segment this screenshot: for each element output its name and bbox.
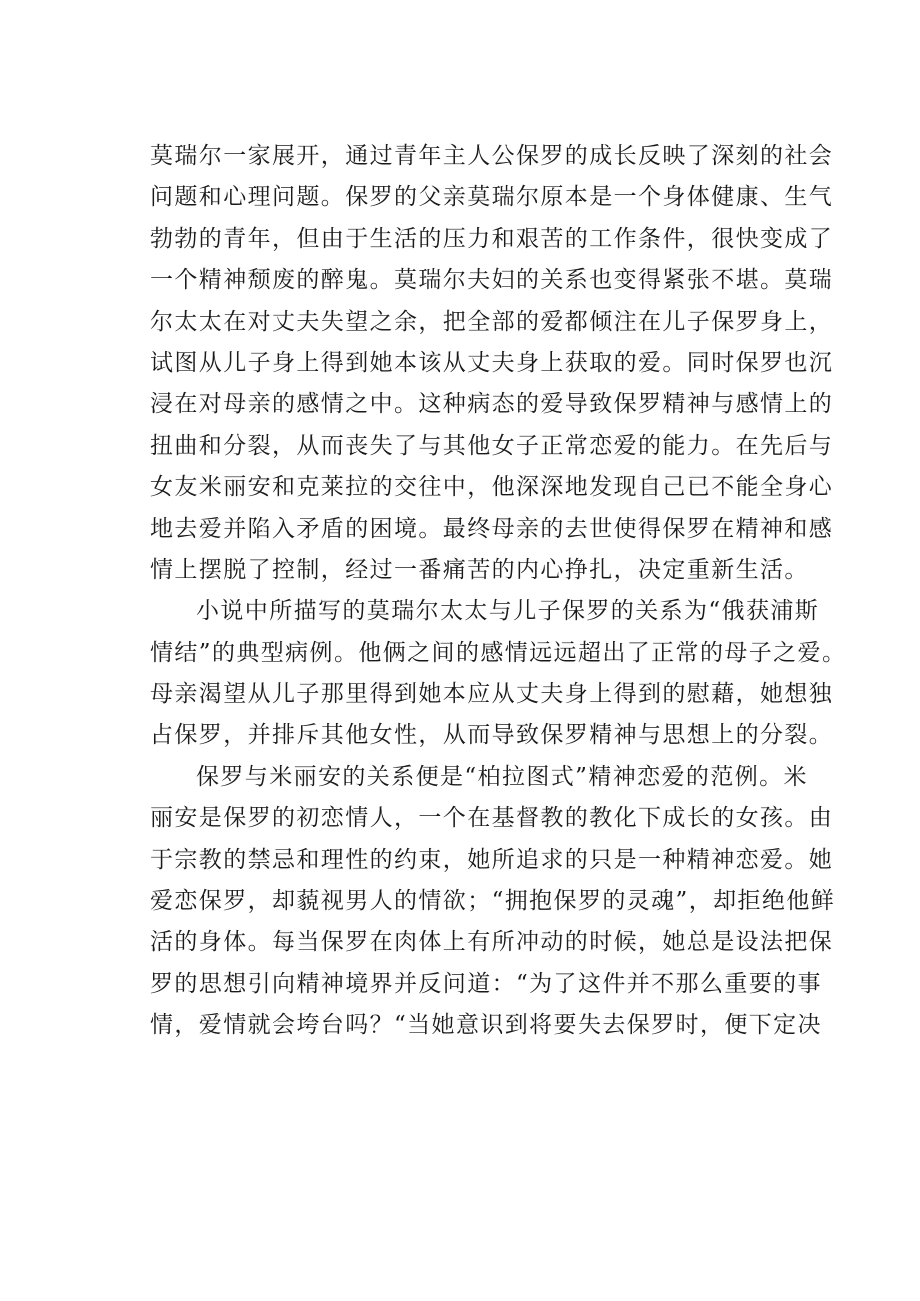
text-line: 浸在对母亲的感情之中。这种病态的爱导致保罗精神与感情上的 [150, 391, 834, 418]
text-line: 于宗教的禁忌和理性的约束，她所追求的只是一种精神恋爱。她 [150, 846, 834, 873]
paragraph-first-line: 小说中所描写的莫瑞尔太太与儿子保罗的关系为“俄获浦斯 [196, 598, 820, 625]
text-line: 情上摆脱了控制，经过一番痛苦的内心挣扎，决定重新生活。 [150, 556, 809, 583]
text-line: 一个精神颓废的醉鬼。莫瑞尔夫妇的关系也变得紧张不堪。莫瑞 [150, 267, 834, 294]
text-line: 活的身体。每当保罗在肉体上有所冲动的时候，她总是设法把保 [150, 929, 834, 956]
text-line: 罗的思想引向精神境界并反问道：“为了这件并不那么重要的事 [150, 970, 822, 997]
text-line: 爱恋保罗，却藐视男人的情欲；“拥抱保罗的灵魂”，却拒绝他鲜 [150, 888, 836, 915]
text-line: 母亲渴望从儿子那里得到她本应从丈夫身上得到的慰藉，她想独 [150, 681, 834, 708]
text-line: 女友米丽安和克莱拉的交往中，他深深地发现自己已不能全身心 [150, 474, 834, 501]
text-line: 莫瑞尔一家展开，通过青年主人公保罗的成长反映了深刻的社会 [150, 143, 834, 169]
text-line: 情，爱情就会垮台吗？“当她意识到将要失去保罗时，便下定决 [150, 1012, 822, 1039]
text-line: 丽安是保罗的初恋情人，一个在基督教的教化下成长的女孩。由 [150, 805, 834, 832]
text-line: 地去爱并陷入矛盾的困境。最终母亲的去世使得保罗在精神和感 [150, 515, 834, 542]
text-line: 试图从儿子身上得到她本该从丈夫身上获取的爱。同时保罗也沉 [150, 349, 834, 376]
text-line: 勃勃的青年，但由于生活的压力和艰苦的工作条件，很快变成了 [150, 225, 834, 252]
paragraph-first-line: 保罗与米丽安的关系便是“柏拉图式”精神恋爱的范例。米 [196, 763, 808, 790]
text-line: 扭曲和分裂，从而丧失了与其他女子正常恋爱的能力。在先后与 [150, 432, 834, 459]
text-line: 情结”的典型病例。他俩之间的感情远远超出了正常的母子之爱。 [150, 639, 847, 666]
body-text [150, 136, 847, 1047]
text-line: 问题和心理问题。保罗的父亲莫瑞尔原本是一个身体健康、生气 [150, 184, 834, 211]
text-line: 占保罗，并排斥其他女性，从而导致保罗精神与思想上的分裂。 [150, 722, 834, 749]
text-line: 尔太太在对丈夫失望之余，把全部的爱都倾注在儿子保罗身上， [150, 308, 834, 335]
